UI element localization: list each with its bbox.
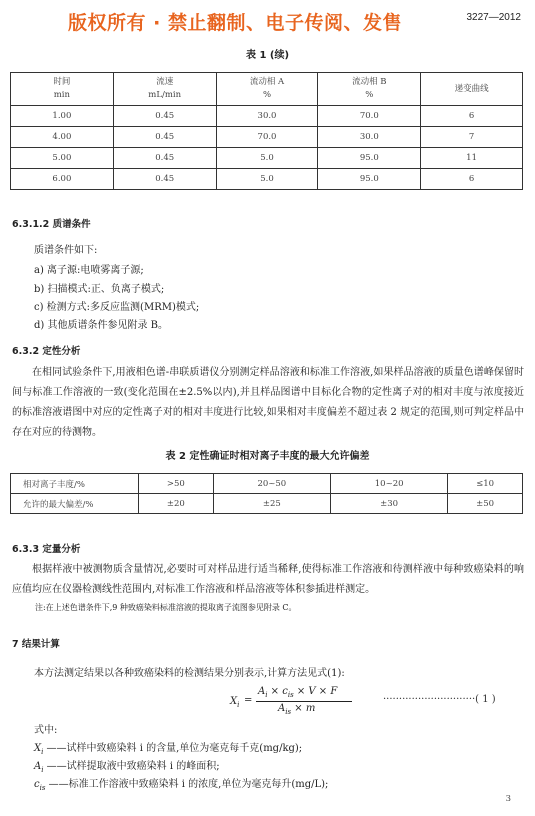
section-633-note: 注:在上述色谱条件下,9 种致癌染料标准溶液的提取离子流图参见附录 C。 (35, 603, 297, 612)
table2 (10, 473, 523, 514)
section-632-heading: 6.3.2 定性分析 (12, 346, 81, 357)
table-cell: 6.00 (11, 169, 114, 190)
section-6312-heading: 6.3.1.2 质谱条件 (12, 219, 91, 230)
table-cell: 6 (421, 169, 523, 190)
table-cell: 30.0 (318, 127, 421, 148)
table-cell: 5.0 (216, 169, 318, 190)
section-7-paragraph: 本方法测定结果以各种致癌染料的检测结果分别表示,计算方法见式(1): (34, 668, 345, 679)
copyright-watermark: 版权所有 · 禁止翻制、电子传阅、发售 (68, 12, 402, 34)
fraction-bar (256, 701, 352, 702)
table-cell: 11 (421, 148, 523, 169)
table1-header-phase-a: 流动相 A % (216, 73, 318, 106)
table-cell: 30.0 (216, 106, 318, 127)
page-number: 3 (505, 794, 511, 804)
table-row (11, 169, 523, 190)
formula-denominator: $A_{is} \times m$ (278, 703, 316, 716)
table-cell: ≤10 (448, 474, 523, 494)
table1-header-phase-b: 流动相 B % (318, 73, 421, 106)
table-cell: 0.45 (113, 169, 216, 190)
section-632-paragraph: 在相同试验条件下,用液相色谱-串联质谱仪分别测定样品溶液和标准工作溶液,如果样品溶液的质量色谱峰保留时间与标准工作溶液的一致(变化范围在±2.5%以内),并且样品图谱中目标化合物的定性离子对的相对丰度与浓度接近的标准溶液谱图中对应的定性离子对的相对丰度进行比较,如果相对丰度偏差不超过表 2 规定的范围,则可判定样品中存在对应的待测物。 (12, 367, 524, 438)
equation-number: ·····························( 1 ) (383, 694, 496, 705)
definition-item: $X_i$ ——试样中致癌染料 i 的含量,单位为毫克每千克(mg/kg); (34, 743, 303, 756)
table-cell: 95.0 (318, 148, 421, 169)
table-cell: 相对离子丰度/% (11, 474, 139, 494)
formula-numerator: $A_i \times c_{is} \times V \times F$ (258, 686, 338, 699)
list-item: a) 离子源:电喷雾离子源; (34, 265, 144, 276)
table-cell: 20~50 (213, 474, 330, 494)
section-6312-intro: 质谱条件如下: (34, 245, 98, 256)
table-row (11, 106, 523, 127)
table-cell: >50 (139, 474, 214, 494)
table-cell: 允许的最大偏差/% (11, 494, 139, 514)
table2-caption: 表 2 定性确证时相对离子丰度的最大允许偏差 (165, 451, 370, 462)
table-row (11, 474, 523, 494)
table-cell: ±30 (330, 494, 447, 514)
table-cell: ±20 (139, 494, 214, 514)
section-633-heading: 6.3.3 定量分析 (12, 544, 81, 555)
table1-header-flow: 流速 mL/min (113, 73, 216, 106)
table-cell: 70.0 (318, 106, 421, 127)
table-cell: 6 (421, 106, 523, 127)
table-cell: 95.0 (318, 169, 421, 190)
list-item: d) 其他质谱条件参见附录 B。 (34, 320, 169, 331)
table1-header-time: 时间 min (11, 73, 114, 106)
table1-header-gradient: 递变曲线 (421, 73, 523, 106)
table-cell: 4.00 (11, 127, 114, 148)
table-cell: ±25 (213, 494, 330, 514)
table1-header-row (11, 73, 523, 106)
section-633-paragraph: 根据样液中被测物质含量情况,必要时可对样品进行适当稀释,使得标准工作溶液和待测样液中每种致癌染料的响应值均应在仪器检测线性范围内,对标准工作溶液和样品溶液等体积参插进样测定。 (12, 564, 524, 595)
definition-item: $A_i$ ——试样提取液中致癌染料 i 的峰面积; (34, 761, 220, 774)
table-cell: 0.45 (113, 106, 216, 127)
table-cell: 70.0 (216, 127, 318, 148)
table-row (11, 127, 523, 148)
table-cell: 5.0 (216, 148, 318, 169)
table-cell: 7 (421, 127, 523, 148)
list-item: b) 扫描模式:正、负离子模式; (34, 284, 165, 295)
standard-code: 3227—2012 (466, 12, 521, 23)
table-row (11, 148, 523, 169)
table1-caption: 表 1 (续) (245, 50, 290, 61)
table1 (10, 72, 523, 190)
table-row (11, 494, 523, 514)
table-cell: 0.45 (113, 148, 216, 169)
formula-lhs: $X_i$ (230, 696, 240, 709)
table-cell: 5.00 (11, 148, 114, 169)
list-item: c) 检测方式:多反应监测(MRM)模式; (34, 302, 200, 313)
table-cell: 1.00 (11, 106, 114, 127)
table-cell: 10~20 (330, 474, 447, 494)
table-cell: 0.45 (113, 127, 216, 148)
section-7-heading: 7 结果计算 (12, 639, 60, 650)
where-label: 式中: (34, 725, 58, 736)
definition-item: $c_{is}$ ——标准工作溶液中致癌染料 i 的浓度,单位为毫克每升(mg/L); (34, 779, 329, 792)
table-cell: ±50 (448, 494, 523, 514)
formula-equals: = (244, 695, 253, 706)
